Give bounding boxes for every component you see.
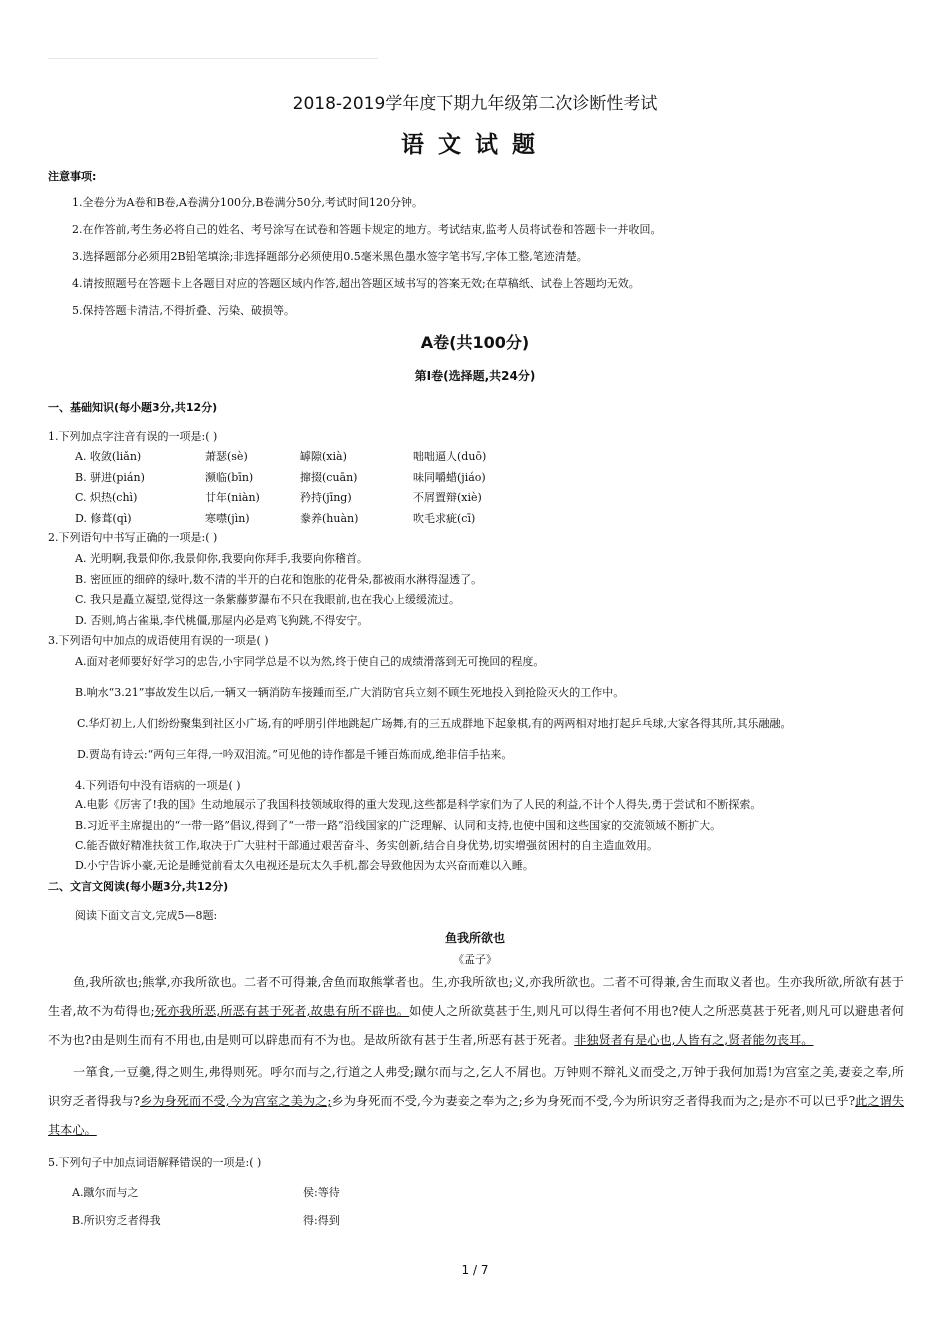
subject-title: 语文试题 <box>401 131 549 158</box>
q3-option: D.贾岛有诗云:“两句三年得,一吟双泪流。”可见他的诗作都是千锤百炼而成,绝非信手拈来。 <box>77 748 513 761</box>
q1-option-c: 廿年(niàn) <box>205 491 260 504</box>
q1-option-c: 不屑置辩(xiè) <box>413 491 482 504</box>
q1-option-a: 罅隙(xià) <box>300 450 347 463</box>
question-3-stem: 3.下列语句中加点的成语使用有误的一项是( ) <box>48 634 269 647</box>
passage-text: 一箪食,一豆羹,得之则生,弗得则死。呼尔而与之,行道之人弗受;蹴尔而与之,乞人不屑也。万钟则不辩礼义而受之,万钟于我何加焉!为宫室之美,妻妾之奉,所识穷乏者得我与? <box>48 1065 904 1108</box>
passage-text: 乡为身死而不受,今为妻妾之奉为之;乡为身死而不受,今为所识穷乏者得我而为之;是亦不可以已乎? <box>331 1094 856 1108</box>
q3-option: C.华灯初上,人们纷纷聚集到社区小广场,有的呼朋引伴地跳起广场舞,有的三五成群地下起象棋,有的两两相对地打起乒乓球,大家各得其所,其乐融融。 <box>77 717 792 730</box>
q1-option-b: 濒临(bīn) <box>205 471 254 484</box>
note-item: 5.保持答题卡清洁,不得折叠、污染、破损等。 <box>72 304 295 317</box>
passage-text: 鱼,我所欲也;熊掌,亦我所欲也。二者不可得兼,舍鱼而取熊掌者也。生,亦我所欲也;义,亦我所欲也。二者不可得兼,舍生而取义者也。生亦我所欲,所欲有甚于生者,故不为苟得也; <box>48 975 904 1018</box>
q1-option-d: 吹毛求疵(cī) <box>413 512 476 525</box>
passage-title: 鱼我所欲也 <box>444 931 505 945</box>
notes-heading: 注意事项: <box>48 170 97 183</box>
underlined-sentence: 乡为身死而不受,今为宫室之美为之; <box>140 1094 332 1108</box>
q1-option-a: 咄咄逼人(duō) <box>413 450 487 463</box>
q1-option-a: A. 收敛(liǎn) <box>75 450 142 463</box>
reading-intro: 阅读下面文言文,完成5—8题: <box>75 909 218 922</box>
note-item: 1.全卷分为A卷和B卷,A卷满分100分,B卷满分50分,考试时间120分钟。 <box>72 196 424 209</box>
page-number: 1 / 7 <box>461 1263 489 1277</box>
volume-a-title: A卷(共100分) <box>420 333 530 352</box>
question-5-stem: 5.下列句子中加点词语解释错误的一项是:( ) <box>48 1156 262 1169</box>
q1-option-c: C. 炽热(chì) <box>75 491 138 504</box>
part1-title: 第Ⅰ卷(选择题,共24分) <box>414 369 536 383</box>
q1-option-d: D. 修葺(qì) <box>75 512 132 525</box>
q4-option: C.能否做好精准扶贫工作,取决于广大驻村干部通过艰苦奋斗、务实创新,结合自身优势,切实增强贫困村的自主造血效用。 <box>75 839 659 852</box>
exam-title: 2018-2019学年度下期九年级第二次诊断性考试 <box>292 94 658 114</box>
q1-option-a: 萧瑟(sè) <box>205 450 248 463</box>
note-item: 3.选择题部分必须用2B铅笔填涂;非选择题部分必须使用0.5毫米黑色墨水签字笔书写,字体工整,笔迹清楚。 <box>72 250 588 263</box>
q1-option-b: 撺掇(cuān) <box>300 471 358 484</box>
q2-option: B. 密匝匝的细碎的绿叶,数不清的半开的白花和饱胀的花骨朵,都被雨水淋得湿透了。 <box>75 573 483 586</box>
q5-option-a: A.蹴尔而与之 <box>72 1186 139 1199</box>
underlined-sentence: 此之谓失其本心。 <box>48 1094 905 1137</box>
header-rule <box>48 58 378 59</box>
section1-heading: 一、基础知识(每小题3分,共12分) <box>48 401 218 414</box>
question-1-stem: 1.下列加点字注音有误的一项是:( ) <box>48 430 218 443</box>
section2-heading: 二、文言文阅读(每小题3分,共12分) <box>48 880 229 893</box>
note-item: 2.在作答前,考生务必将自己的姓名、考号涂写在试卷和答题卡规定的地方。考试结束,监考人员将试卷和答题卡一并收回。 <box>72 223 662 236</box>
q3-option: A.面对老师要好好学习的忠告,小宇同学总是不以为然,终于使自己的成绩滑落到无可挽回的程度。 <box>75 655 545 668</box>
passage-paragraph-1 <box>48 968 904 1055</box>
q2-option: A. 光明啊,我景仰你,我景仰你,我要向你拜手,我要向你稽首。 <box>75 552 368 565</box>
q4-option: B.习近平主席提出的“一带一路”倡议,得到了“一带一路”沿线国家的广泛理解、认同和支持,也使中国和这些国家的交流领域不断扩大。 <box>75 819 722 832</box>
q1-option-d: 寒噤(jìn) <box>205 512 250 525</box>
underlined-sentence: 非独贤者有是心也,人皆有之,贤者能勿丧耳。 <box>574 1033 814 1047</box>
note-item: 4.请按照题号在答题卡上各题目对应的答题区域内作答,超出答题区域书写的答案无效;在草稿纸、试卷上答题均无效。 <box>72 277 640 290</box>
passage-author: 《孟子》 <box>453 953 497 966</box>
q4-option: A.电影《厉害了!我的国》生动地展示了我国科技领域取得的重大发现,这些都是科学家们为了人民的利益,不计个人得失,勇于尝试和不断探索。 <box>75 798 762 811</box>
q1-option-b: B. 骈进(pián) <box>75 471 145 484</box>
q5-option-a-gloss: 侯:等待 <box>303 1186 340 1199</box>
q4-option: D.小宁告诉小豪,无论是睡觉前看太久电视还是玩太久手机,都会导致他因为太兴奋而难以入睡。 <box>75 859 534 872</box>
underlined-sentence: 死亦我所恶,所恶有甚于死者,故患有所不辟也。 <box>154 1004 410 1018</box>
q2-option: D. 否则,鸠占雀巢,李代桃僵,那屋内必是鸡飞狗跳,不得安宁。 <box>75 614 369 627</box>
passage-text: 如使人之所欲莫甚于生,则凡可以得生者何不用也?使人之所恶莫甚于死者,则凡可以避患者何不为也?由是则生而有不用也,由是则可以辟患而有不为也。是故所欲有甚于生者,所恶有甚于死者。 <box>48 1004 904 1047</box>
question-2-stem: 2.下列语句中书写正确的一项是:( ) <box>48 531 218 544</box>
passage-paragraph-2 <box>48 1058 904 1145</box>
q1-option-b: 味同嚼蜡(jiáo) <box>413 471 486 484</box>
q3-option: B.响水“3.21”事故发生以后,一辆又一辆消防车接踵而至,广大消防官兵立刻不顾生死地投入到抢险灭火的工作中。 <box>75 686 625 699</box>
q1-option-c: 矜持(jīng) <box>300 491 352 504</box>
question-4-stem: 4.下列语句中没有语病的一项是( ) <box>75 779 241 792</box>
q1-option-d: 豢养(huàn) <box>300 512 359 525</box>
q5-option-b-gloss: 得:得到 <box>303 1214 340 1227</box>
q2-option: C. 我只是矗立凝望,觉得这一条紫藤萝瀑布不只在我眼前,也在我心上缓缓流过。 <box>75 593 461 606</box>
q5-option-b: B.所识穷乏者得我 <box>72 1214 161 1227</box>
